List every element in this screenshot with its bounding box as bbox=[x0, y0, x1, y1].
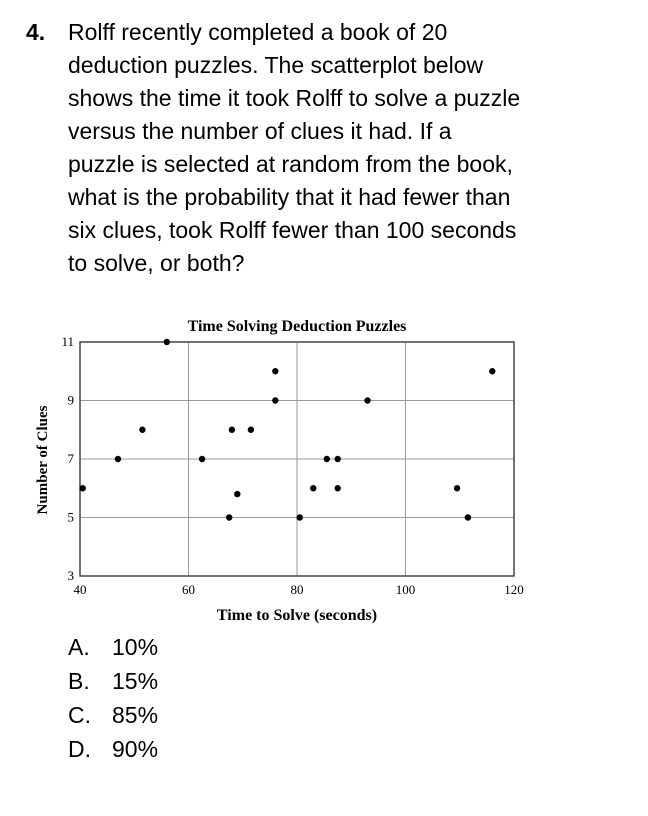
answer-choices bbox=[68, 630, 158, 766]
y-tick-label: 11 bbox=[61, 334, 74, 349]
data-point bbox=[80, 485, 86, 491]
y-tick-label: 9 bbox=[67, 392, 74, 408]
data-point bbox=[310, 485, 316, 491]
choice-c[interactable] bbox=[68, 698, 158, 732]
question-text bbox=[68, 16, 588, 280]
choice-text: 15% bbox=[112, 668, 159, 694]
choice-text: 10% bbox=[112, 634, 159, 660]
data-point bbox=[297, 514, 303, 520]
choice-b[interactable] bbox=[68, 664, 158, 698]
question-line: six clues, took Rolff fewer than 100 seconds bbox=[68, 217, 517, 243]
data-point bbox=[229, 427, 235, 433]
question-line: shows the time it took Rolff to solve a puzzle bbox=[68, 85, 521, 111]
data-point bbox=[164, 339, 170, 345]
data-points bbox=[80, 339, 496, 521]
x-tick-label: 120 bbox=[504, 582, 524, 597]
data-point bbox=[324, 456, 330, 462]
data-point bbox=[248, 427, 254, 433]
choice-letter: A. bbox=[68, 634, 90, 660]
choice-letter: B. bbox=[68, 668, 90, 694]
y-tick-label: 5 bbox=[67, 509, 74, 525]
data-point bbox=[334, 485, 340, 491]
data-point bbox=[272, 397, 278, 403]
y-tick-label: 7 bbox=[67, 451, 74, 466]
data-point bbox=[364, 397, 370, 403]
question-line: what is the probability that it had fewer than bbox=[68, 184, 511, 210]
grid bbox=[80, 342, 514, 576]
question-line: deduction puzzles. The scatterplot below bbox=[68, 52, 484, 78]
choice-d[interactable] bbox=[68, 732, 158, 766]
data-point bbox=[465, 514, 471, 520]
y-axis-label: Number of Clues bbox=[35, 405, 51, 515]
choice-text: 85% bbox=[112, 702, 159, 728]
x-tick-label: 100 bbox=[395, 582, 416, 597]
question-number: 4. bbox=[26, 19, 46, 45]
question-line: puzzle is selected at random from the book, bbox=[68, 151, 513, 177]
data-point bbox=[334, 456, 340, 462]
data-point bbox=[115, 456, 121, 462]
y-axis-ticks bbox=[61, 334, 74, 583]
data-point bbox=[226, 514, 232, 520]
choice-a[interactable] bbox=[68, 630, 158, 664]
x-tick-label: 80 bbox=[290, 582, 304, 597]
question-line: versus the number of clues it had. If a bbox=[68, 118, 452, 144]
data-point bbox=[489, 368, 495, 374]
data-point bbox=[234, 491, 240, 497]
x-tick-label: 60 bbox=[182, 582, 195, 597]
chart-title: Time Solving Deduction Puzzles bbox=[187, 318, 407, 335]
data-point bbox=[199, 456, 205, 462]
scatterplot bbox=[0, 300, 648, 630]
data-point bbox=[139, 427, 145, 433]
choice-letter: D. bbox=[68, 736, 91, 762]
data-point bbox=[272, 368, 278, 374]
x-axis-ticks bbox=[74, 582, 524, 597]
choice-letter: C. bbox=[68, 702, 91, 728]
x-tick-label: 40 bbox=[73, 582, 87, 597]
question-line: Rolff recently completed a book of 20 bbox=[68, 19, 448, 45]
choice-text: 90% bbox=[112, 736, 159, 762]
data-point bbox=[454, 485, 460, 491]
y-tick-label: 3 bbox=[67, 568, 74, 583]
question-line: to solve, or both? bbox=[68, 250, 245, 276]
x-axis-label: Time to Solve (seconds) bbox=[216, 607, 378, 624]
